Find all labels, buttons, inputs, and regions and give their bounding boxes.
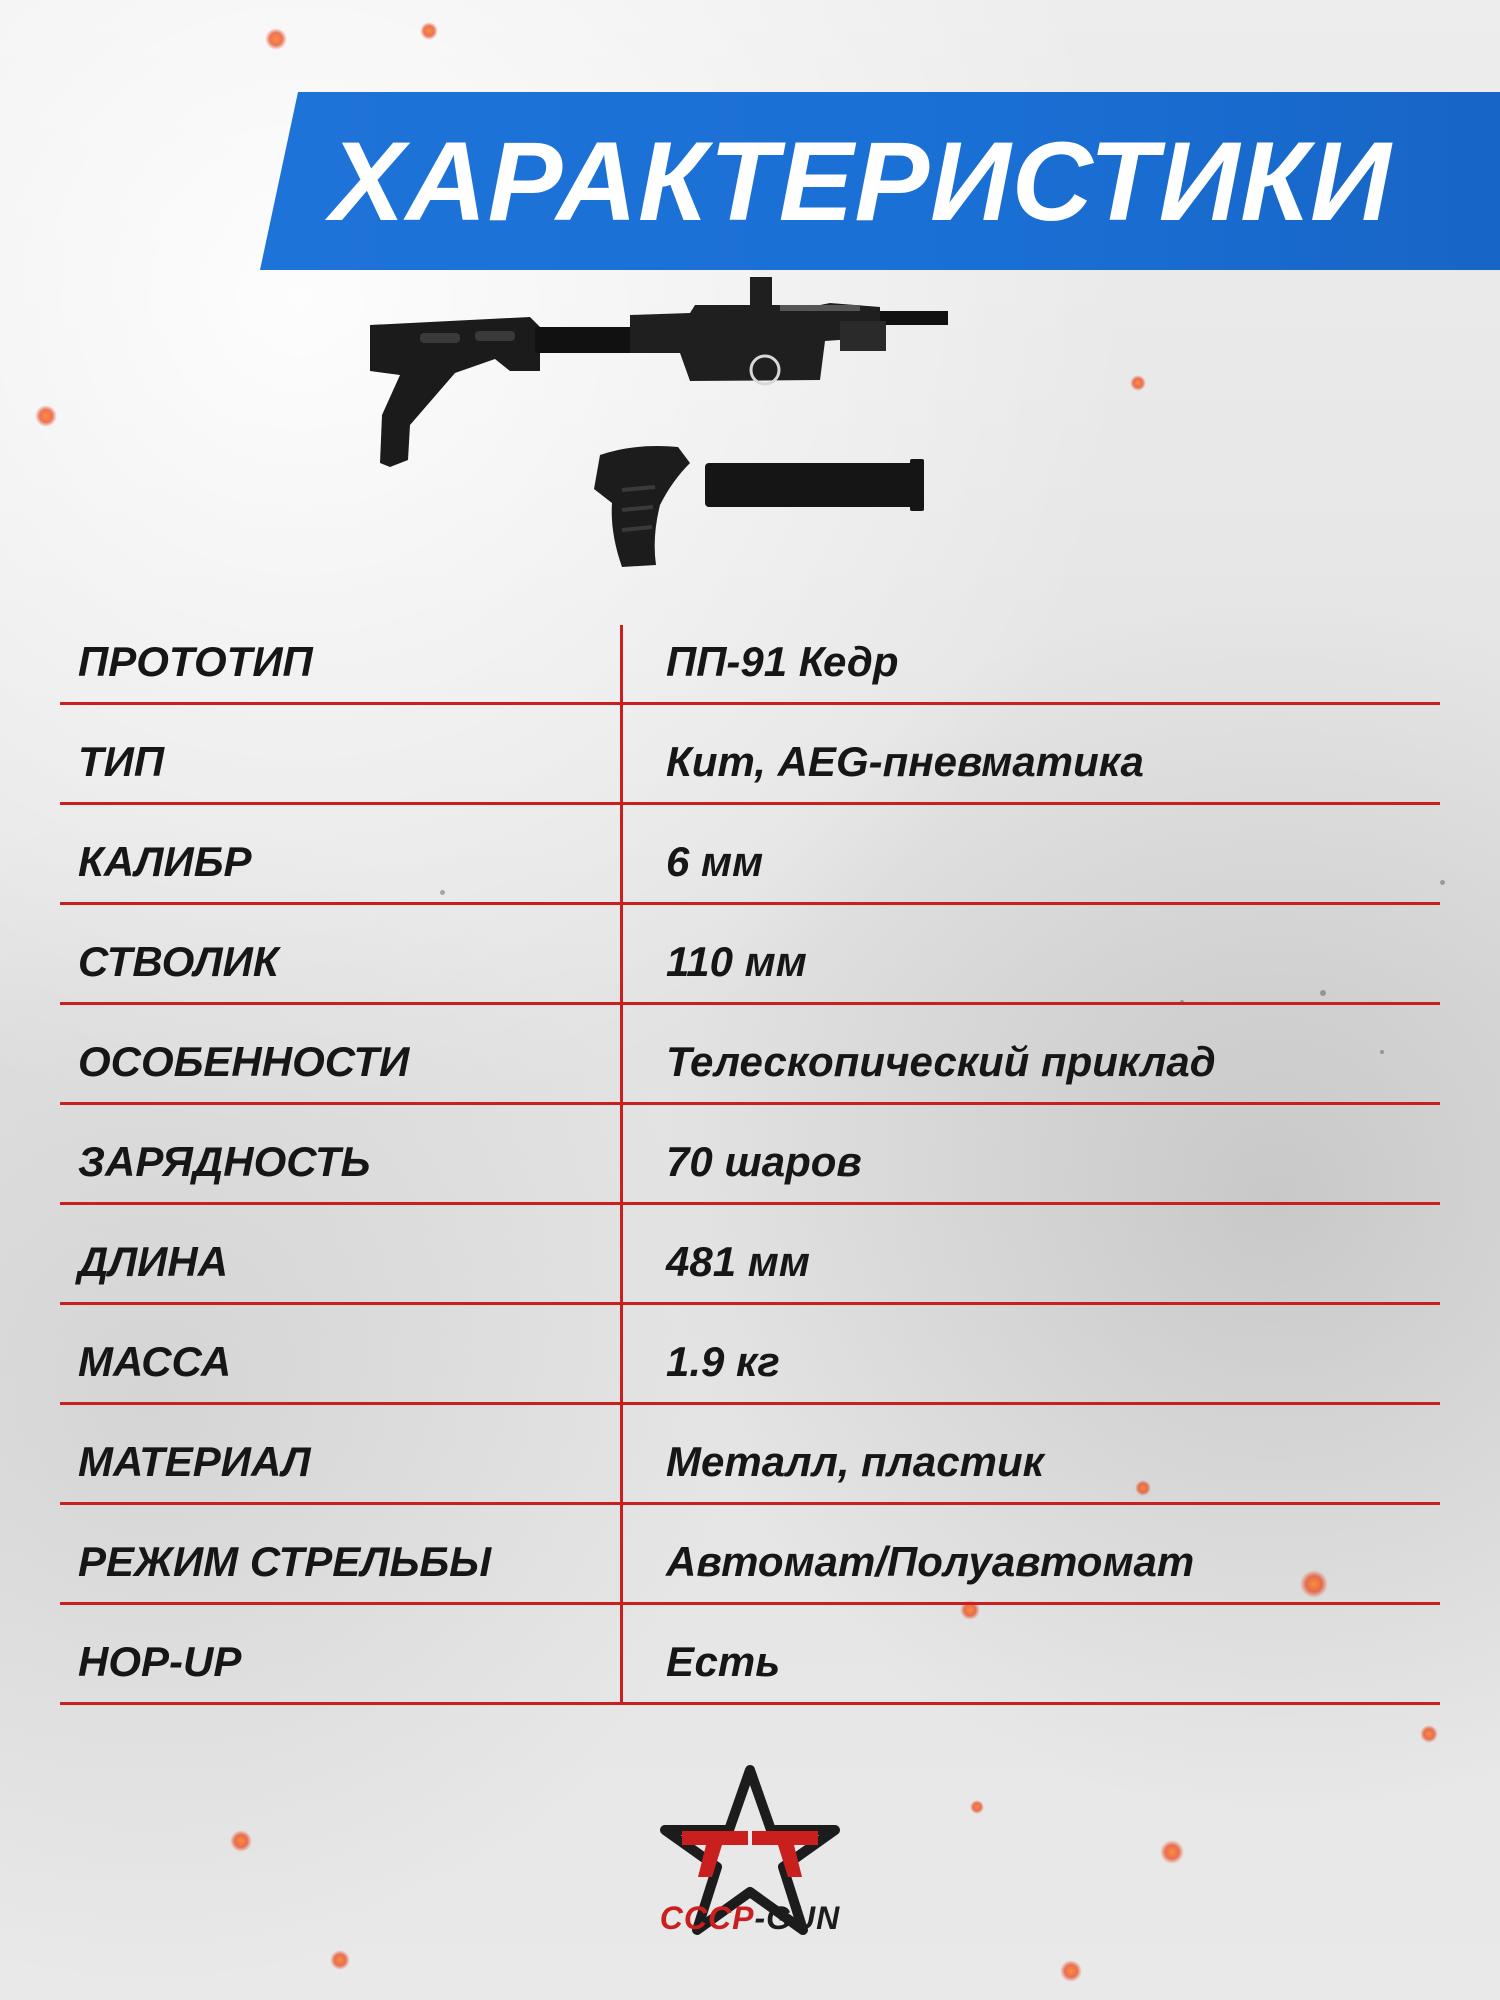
- spec-value: 70 шаров: [666, 1138, 862, 1185]
- product-image: [360, 275, 1110, 605]
- spec-label: СТВОЛИК: [78, 938, 279, 985]
- stock-part: [370, 317, 540, 467]
- brand-logo-part1: СССР: [659, 1900, 755, 1936]
- grip-part: [594, 446, 690, 567]
- spec-label: ОСОБЕННОСТИ: [78, 1038, 410, 1085]
- spec-label: ТИП: [78, 738, 165, 785]
- spark-decoration: [1060, 1960, 1082, 1982]
- spec-label: ДЛИНА: [78, 1238, 229, 1285]
- spark-decoration: [970, 1800, 984, 1814]
- spec-value: ПП-91 Кедр: [666, 638, 899, 685]
- spec-value: Есть: [666, 1638, 781, 1685]
- spark-decoration: [265, 28, 287, 50]
- spec-value: 1.9 кг: [666, 1338, 780, 1385]
- spec-label: ЗАРЯДНОСТЬ: [78, 1138, 371, 1185]
- spec-value: 481 мм: [666, 1238, 810, 1285]
- brand-logo-text: [600, 1900, 900, 1937]
- spark-decoration: [330, 1950, 350, 1970]
- spark-decoration: [1160, 1840, 1184, 1864]
- table-row: [60, 705, 1440, 805]
- spec-label: МАССА: [78, 1338, 232, 1385]
- spark-decoration: [230, 1830, 252, 1852]
- spec-value: Телескопический приклад: [666, 1038, 1216, 1085]
- receiver-part: [535, 277, 948, 384]
- spec-label: МАТЕРИАЛ: [78, 1438, 311, 1485]
- table-row: [60, 1305, 1440, 1405]
- spark-decoration: [1420, 1725, 1438, 1743]
- table-row: [60, 1605, 1440, 1705]
- spec-value: Автомат/Полуавтомат: [666, 1538, 1195, 1585]
- spark-decoration: [420, 22, 438, 40]
- table-row: [60, 1205, 1440, 1305]
- grain-decoration: [1440, 880, 1445, 885]
- table-row: [60, 905, 1440, 1005]
- spark-decoration: [1130, 375, 1146, 391]
- spec-label: HOP-UP: [78, 1638, 242, 1685]
- table-row: [60, 1105, 1440, 1205]
- table-row: [60, 1005, 1440, 1105]
- spec-value: 110 мм: [666, 938, 807, 985]
- spec-label: ПРОТОТИП: [78, 638, 313, 685]
- spec-label: КАЛИБР: [78, 838, 252, 885]
- page-title: ХАРАКТЕРИСТИКИ: [330, 119, 1392, 244]
- table-row: [60, 805, 1440, 905]
- magazine-part: [705, 459, 924, 511]
- brand-logo-part2: -GUN: [754, 1900, 841, 1936]
- spec-value: Кит, AEG-пневматика: [666, 738, 1144, 785]
- spec-label: РЕЖИМ СТРЕЛЬБЫ: [78, 1538, 492, 1585]
- table-row: [60, 1505, 1440, 1605]
- spark-decoration: [35, 405, 57, 427]
- spec-table: [60, 605, 1440, 1705]
- spec-value: 6 мм: [666, 838, 764, 885]
- table-row: [60, 605, 1440, 705]
- spec-value: Металл, пластик: [666, 1438, 1044, 1485]
- table-row: [60, 1405, 1440, 1505]
